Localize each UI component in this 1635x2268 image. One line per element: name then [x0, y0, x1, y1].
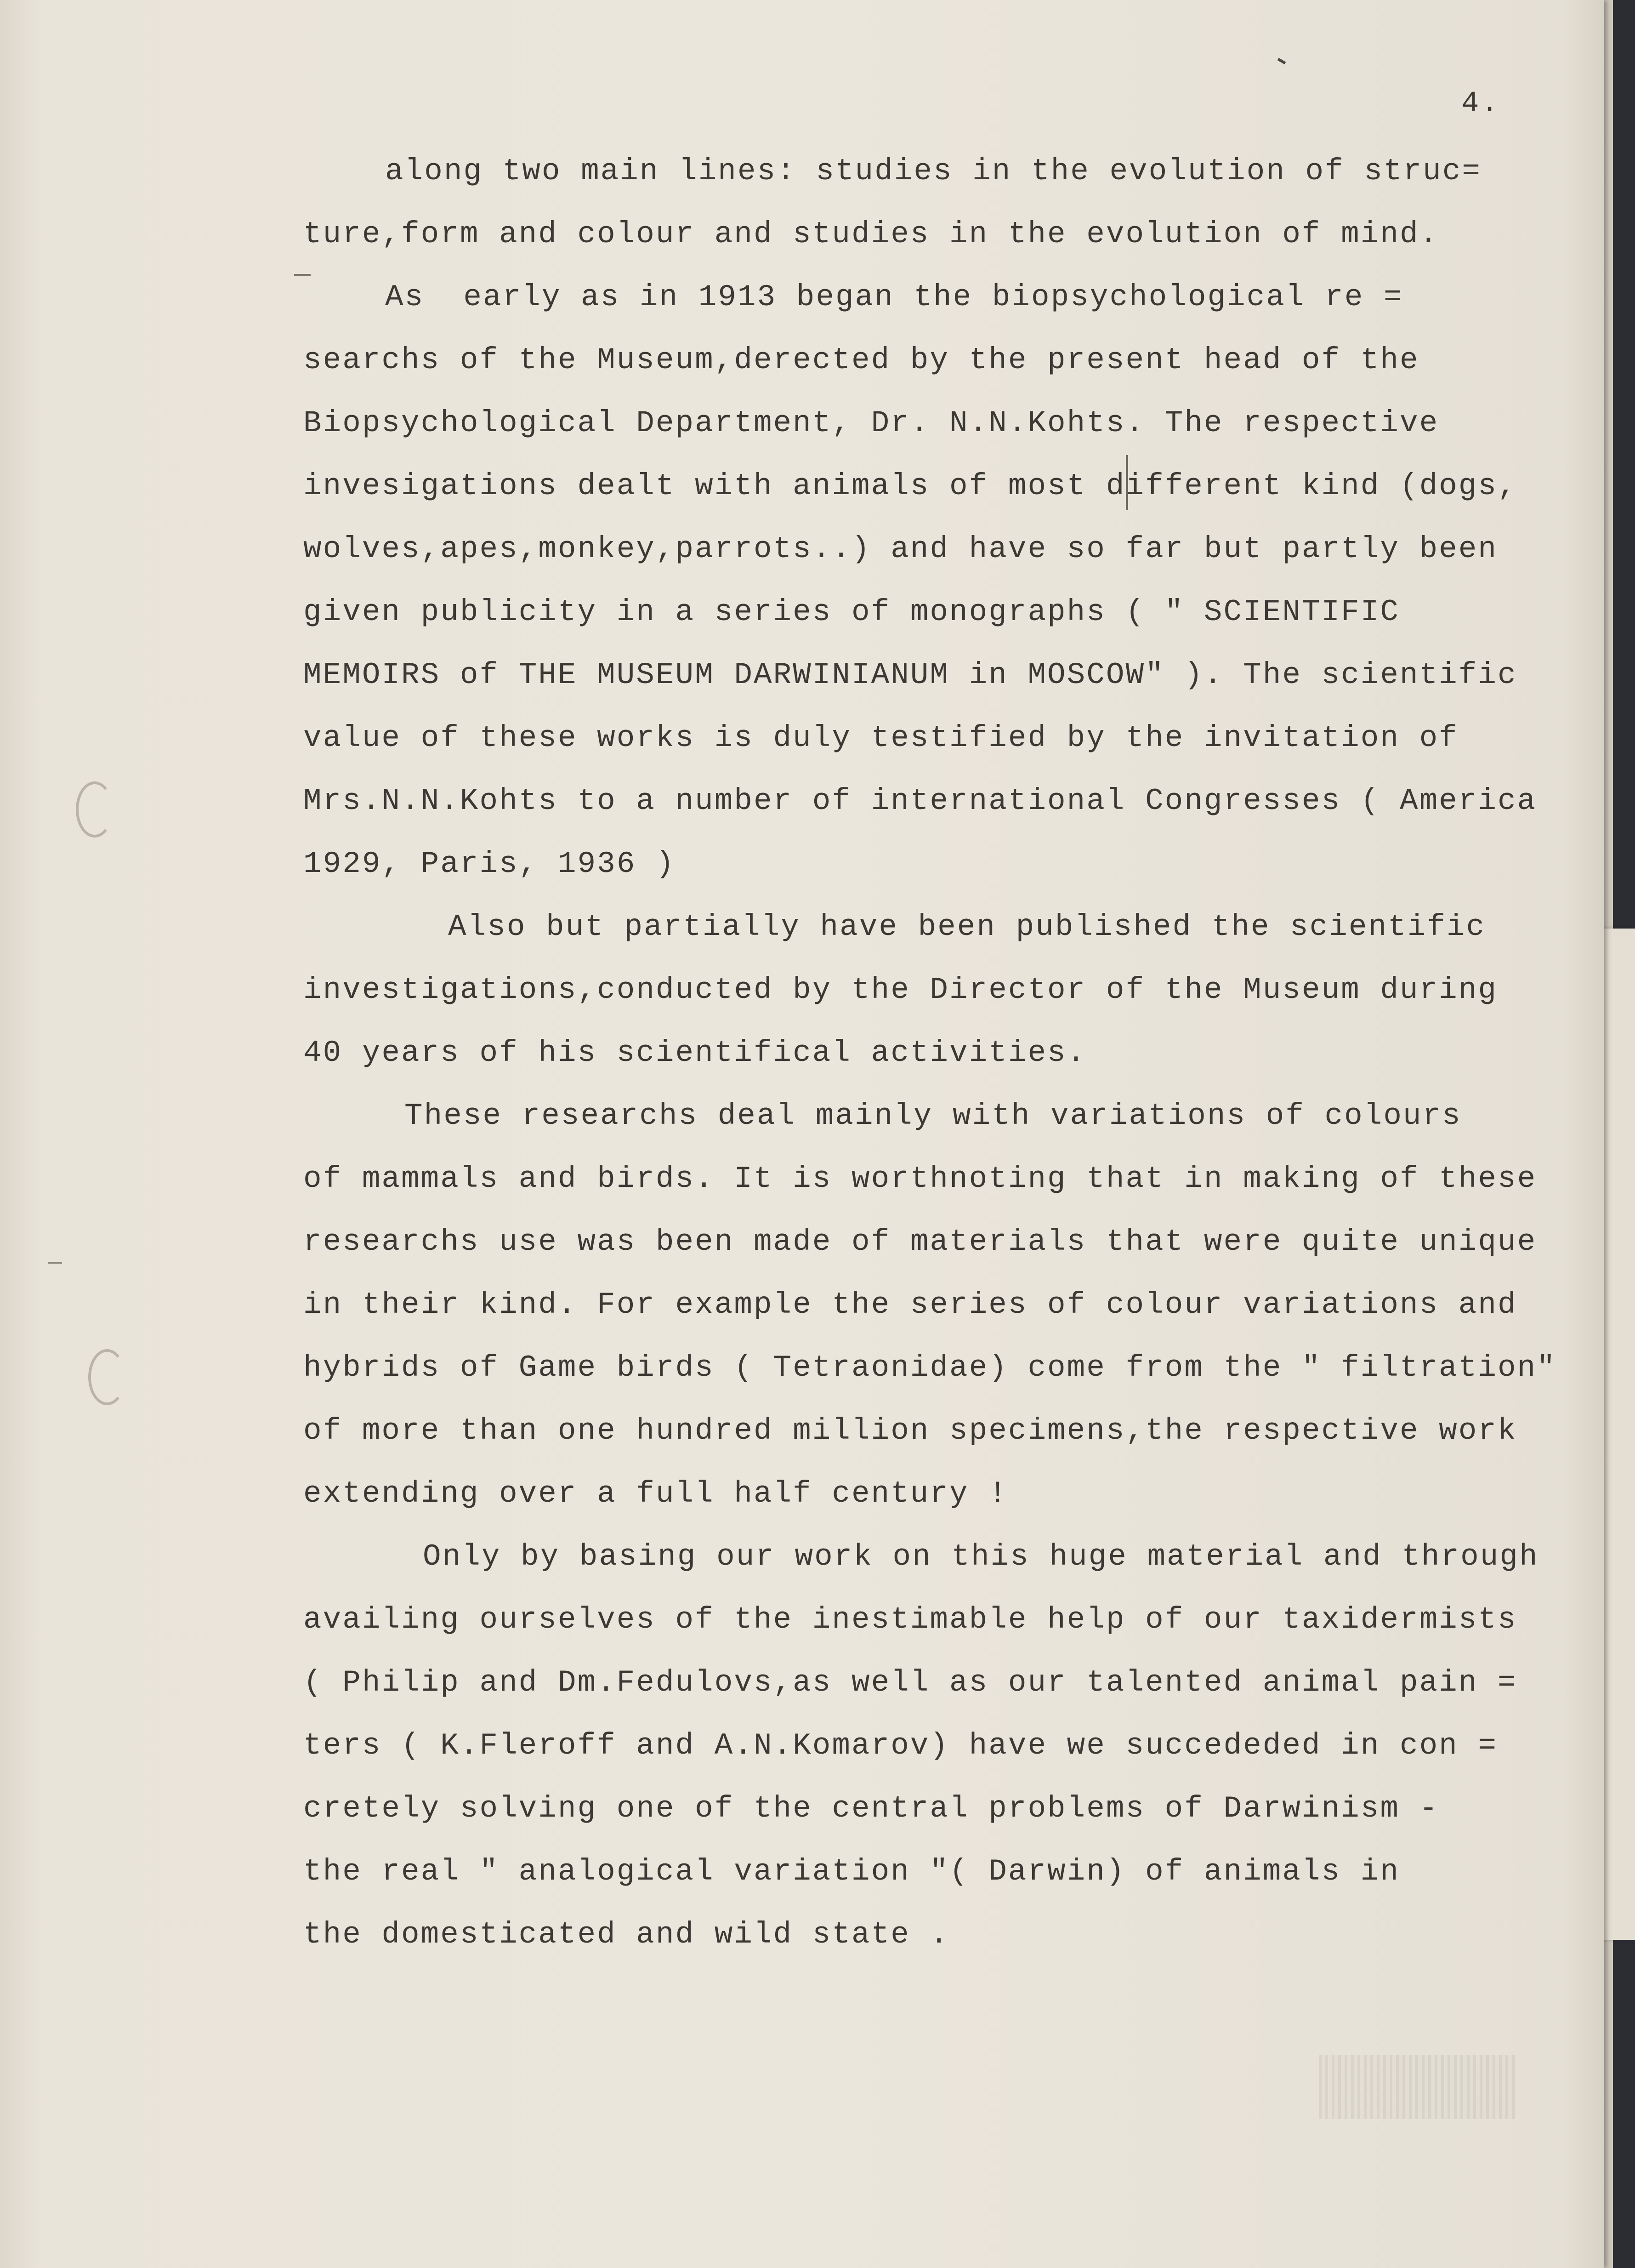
- text-line: These researchs deal mainly with variations of colours: [404, 1099, 1462, 1133]
- text-line: availing ourselves of the inestimable help of our taxidermists: [303, 1602, 1517, 1637]
- text-line: Also but partially have been published the scientific: [448, 910, 1486, 944]
- punch-hole-lower: [88, 1349, 126, 1405]
- text-line: wolves,apes,monkey,parrots..) and have so far but partly been: [303, 532, 1498, 566]
- text-line: Mrs.N.N.Kohts to a number of international Congresses ( America: [303, 784, 1537, 818]
- text-line: of mammals and birds. It is worthnoting that in making of these: [303, 1162, 1537, 1196]
- margin-tick: [294, 274, 311, 276]
- page-number: 4.: [1461, 87, 1500, 120]
- text-line: ( Philip and Dm.Fedulovs,as well as our talented animal pain =: [303, 1665, 1517, 1700]
- text-line: 40 years of his scientifical activities.: [303, 1036, 1087, 1070]
- text-line: MEMOIRS of THE MUSEUM DARWINIANUM in MOSCOW" ). The scientific: [303, 658, 1517, 692]
- text-line: the real " analogical variation "( Darwin) of animals in: [303, 1854, 1400, 1889]
- text-line: Only by basing our work on this huge material and through: [423, 1539, 1539, 1574]
- ink-mark: [1277, 58, 1286, 64]
- punch-hole-upper: [76, 781, 114, 838]
- text-line: the domesticated and wild state .: [303, 1917, 950, 1952]
- text-line: extending over a full half century !: [303, 1476, 1008, 1511]
- text-line: cretely solving one of the central problems of Darwinism -: [303, 1791, 1439, 1826]
- text-line: invesigations dealt with animals of most different kind (dogs,: [303, 469, 1517, 503]
- text-line: Biopsychological Department, Dr. N.N.Kohts. The respective: [303, 406, 1439, 440]
- text-line: given publicity in a series of monographs ( " SCIENTIFIC: [303, 595, 1400, 629]
- text-line: along two main lines: studies in the evolution of struc=: [385, 154, 1482, 188]
- text-line: investigations,conducted by the Director of the Museum during: [303, 973, 1498, 1007]
- text-line: ture,form and colour and studies in the evolution of mind.: [303, 217, 1439, 251]
- text-line: hybrids of Game birds ( Tetraonidae) come from the " filtration": [303, 1351, 1556, 1385]
- text-line: of more than one hundred million specimens,the respective work: [303, 1413, 1517, 1448]
- text-line: ters ( K.Fleroff and A.N.Komarov) have we succededed in con =: [303, 1728, 1498, 1763]
- text-line: 1929, Paris, 1936 ): [303, 847, 676, 881]
- faded-stamp: [1319, 2055, 1516, 2119]
- text-line: As early as in 1913 began the biopsychological re =: [385, 280, 1403, 314]
- text-line: researchs use was been made of materials that were quite unique: [303, 1225, 1537, 1259]
- text-line: in their kind. For example the series of colour variations and: [303, 1288, 1517, 1322]
- margin-tick-lower: [48, 1262, 62, 1264]
- text-line: value of these works is duly testified by the invitation of: [303, 721, 1459, 755]
- text-line: searchs of the Museum,derected by the present head of the: [303, 343, 1419, 377]
